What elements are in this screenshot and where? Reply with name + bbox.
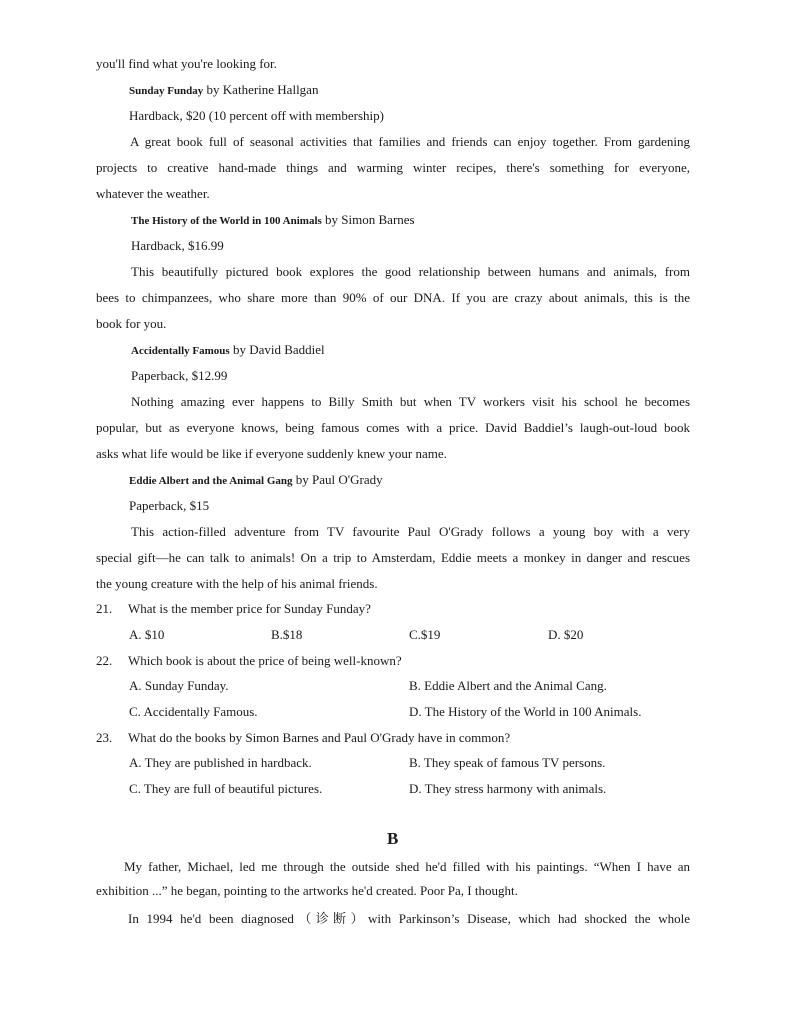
book-title: Sunday Funday xyxy=(129,85,204,97)
question-text: Which book is about the price of being well-known? xyxy=(128,653,402,668)
question-text: What is the member price for Sunday Funday? xyxy=(128,601,371,616)
book-price: Hardback, $16.99 xyxy=(131,238,224,253)
question-22 xyxy=(96,653,402,669)
option-c[interactable]: C. They are full of beautiful pictures. xyxy=(129,781,323,796)
option-a[interactable]: A. $10 xyxy=(129,627,165,642)
book-author: by Simon Barnes xyxy=(325,212,415,227)
book-author: by Paul O'Grady xyxy=(295,472,383,487)
book-heading xyxy=(129,82,318,99)
option-a[interactable]: A. They are published in hardback. xyxy=(129,755,312,770)
intro-tail-text: you'll find what you're looking for. xyxy=(96,56,277,71)
book-desc-line: book for you. xyxy=(96,316,167,331)
book-desc-line: special gift—he can talk to animals! On a trip to Amsterdam, Eddie meets a monkey in danger and rescues xyxy=(96,550,690,565)
book-desc-line: asks what life would be like if everyone suddenly knew your name. xyxy=(96,446,447,461)
book-desc-line: This beautifully pictured book explores the good relationship between humans and animals, from xyxy=(131,264,690,279)
book-heading xyxy=(131,342,325,359)
option-b[interactable]: B.$18 xyxy=(271,627,303,642)
book-heading xyxy=(131,212,415,229)
option-d[interactable]: D. The History of the World in 100 Animals. xyxy=(409,704,642,719)
option-d[interactable]: D. $20 xyxy=(548,627,584,642)
book-price: Hardback, $20 (10 percent off with membership) xyxy=(129,108,384,123)
question-number: 22. xyxy=(96,653,113,668)
book-title: Accidentally Famous xyxy=(131,345,230,357)
question-number: 23. xyxy=(96,730,113,745)
section-b-para-line: My father, Michael, led me through the outside shed he'd filled with his paintings. “When I have an xyxy=(124,859,690,874)
option-a[interactable]: A. Sunday Funday. xyxy=(129,678,229,693)
book-author: by Katherine Hallgan xyxy=(206,82,319,97)
option-c[interactable]: C. Accidentally Famous. xyxy=(129,704,258,719)
section-b-para-line: In 1994 he'd been diagnosed（诊断）with Parkinson’s Disease, which had shocked the whole xyxy=(128,911,690,926)
book-title: The History of the World in 100 Animals xyxy=(131,215,322,227)
question-21 xyxy=(96,601,371,617)
book-author: by David Baddiel xyxy=(232,342,325,357)
question-text: What do the books by Simon Barnes and Paul O'Grady have in common? xyxy=(128,730,511,745)
book-desc-line: popular, but as everyone knows, being famous comes with a price. David Baddiel’s laugh-out-loud book xyxy=(96,420,690,435)
option-c[interactable]: C.$19 xyxy=(409,627,441,642)
book-desc-line: bees to chimpanzees, who share more than 90% of our DNA. If you are crazy about animals, this is the xyxy=(96,290,690,305)
book-desc-line: the young creature with the help of his animal friends. xyxy=(96,576,378,591)
book-desc-line: whatever the weather. xyxy=(96,186,210,201)
book-desc-line: Nothing amazing ever happens to Billy Smith but when TV workers visit his school he becomes xyxy=(131,394,690,409)
book-desc-line: A great book full of seasonal activities that families and friends can enjoy together. From gardening xyxy=(130,134,690,149)
section-b-para-line: exhibition ...” he began, pointing to the artworks he'd created. Poor Pa, I thought. xyxy=(96,883,518,898)
option-b[interactable]: B. Eddie Albert and the Animal Cang. xyxy=(409,678,607,693)
option-b[interactable]: B. They speak of famous TV persons. xyxy=(409,755,606,770)
book-title: Eddie Albert and the Animal Gang xyxy=(129,475,293,487)
book-price: Paperback, $12.99 xyxy=(131,368,228,383)
section-heading: B xyxy=(387,829,399,848)
book-desc-line: This action-filled adventure from TV favourite Paul O'Grady follows a young boy with a very xyxy=(131,524,690,539)
book-heading xyxy=(129,472,383,489)
book-price: Paperback, $15 xyxy=(129,498,210,513)
question-number: 21. xyxy=(96,601,113,616)
option-d[interactable]: D. They stress harmony with animals. xyxy=(409,781,607,796)
book-desc-line: projects to creative hand-made things and warming winter recipes, there's something for everyone, xyxy=(96,160,690,175)
question-23 xyxy=(96,730,510,746)
